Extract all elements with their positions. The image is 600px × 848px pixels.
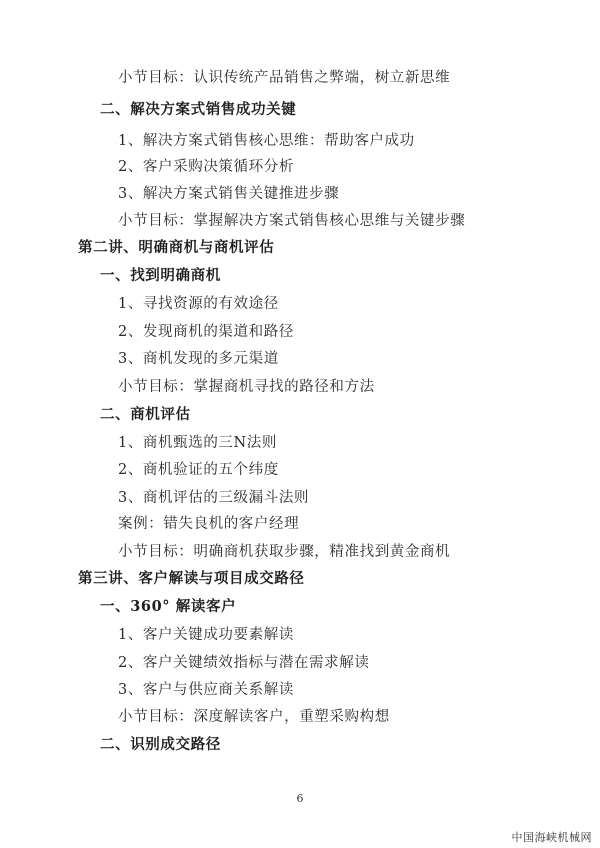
body-line: 2、客户关键绩效指标与潜在需求解读 [118, 655, 370, 671]
body-line: 3、商机评估的三级漏斗法则 [118, 490, 310, 506]
body-line: 小节目标：掌握商机寻找的路径和方法 [118, 379, 375, 395]
body-line: 小节目标：深度解读客户，重塑采购构想 [118, 709, 390, 725]
body-line: 2、客户采购决策循环分析 [118, 159, 294, 175]
body-line: 3、商机发现的多元渠道 [118, 351, 279, 367]
body-line: 1、解决方案式销售核心思维：帮助客户成功 [118, 133, 415, 149]
section-heading: 二、解决方案式销售成功关键 [100, 101, 297, 118]
body-line: 3、解决方案式销售关键推进步骤 [118, 186, 340, 202]
body-line: 1、客户关键成功要素解读 [118, 627, 294, 643]
body-line: 2、商机验证的五个纬度 [118, 462, 279, 478]
page-number: 6 [296, 792, 304, 805]
body-line: 案例：错失良机的客户经理 [118, 516, 300, 532]
site-watermark: 中国海峡机械网 [511, 831, 592, 844]
section-heading: 第二讲、明确商机与商机评估 [78, 239, 275, 256]
section-heading: 二、商机评估 [100, 406, 191, 423]
body-line: 2、发现商机的渠道和路径 [118, 324, 294, 340]
section-heading: 二、识别成交路径 [100, 736, 221, 753]
body-line: 3、客户与供应商关系解读 [118, 682, 294, 698]
body-line: 1、寻找资源的有效途径 [118, 296, 279, 312]
body-line: 小节目标：掌握解决方案式销售核心思维与关键步骤 [118, 213, 466, 229]
section-heading: 一、360° 解读客户 [100, 598, 237, 615]
body-line: 小节目标：认识传统产品销售之弊端，树立新思维 [118, 70, 451, 86]
section-heading: 第三讲、客户解读与项目成交路径 [78, 570, 305, 587]
section-heading: 一、找到明确商机 [100, 267, 221, 284]
body-line: 1、商机甄选的三N法则 [118, 435, 278, 451]
body-line: 小节目标：明确商机获取步骤，精准找到黄金商机 [118, 544, 451, 560]
